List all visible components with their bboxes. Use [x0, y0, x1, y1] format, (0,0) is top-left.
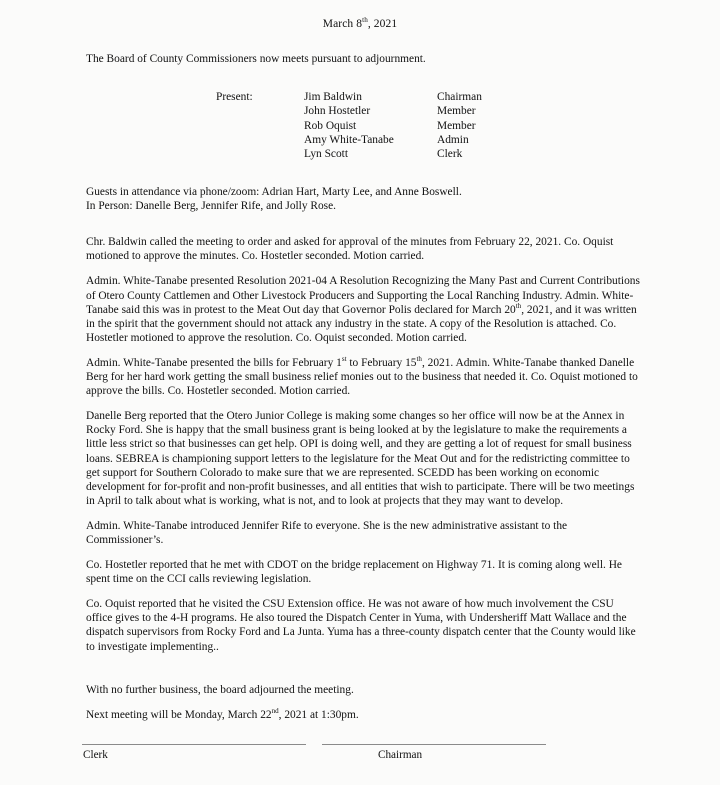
spacer: [86, 398, 642, 409]
present-row: [216, 133, 642, 147]
paragraph-jennifer-rife-intro: Admin. White-Tanabe introduced Jennifer Rife to everyone. She is the new administrative assistant to the Commissioner’s.: [86, 519, 568, 546]
resolution-text-part1: Admin. White-Tanabe presented Resolution 2021-04 A Resolution Recognizing the Many Past and Current Contributions of Otero County Cattlemen and Other Livestock Producers and Supporting the Local Ranching Industry. Admin. White-Tanabe said this was in protest to the Meat Out day that Governor Polis declared for March 20: [86, 275, 640, 316]
spacer: [86, 697, 642, 708]
spacer: [86, 586, 642, 597]
present-row: [216, 147, 642, 161]
bills-text-part3: , 2021. Admin. White-Tanabe thanked Danelle Berg for her hard work getting the small business relief monies out to the business that needed it. Co. Oquist motioned to approve the bills. Co. Hostetler seconded. Motion carried.: [86, 356, 638, 398]
guests-phone-line: Guests in attendance via phone/zoom: Adrian Hart, Marty Lee, and Anne Boswell.: [86, 186, 462, 199]
present-row: [216, 90, 642, 104]
spacer: [86, 213, 642, 235]
present-role: Chairman: [437, 91, 482, 104]
present-name: Rob Oquist: [304, 119, 357, 132]
present-label: Present:: [216, 91, 253, 104]
bills-text-part2: to February 15: [346, 356, 417, 369]
document-body: [86, 52, 642, 722]
present-role: Member: [437, 105, 476, 118]
chairman-label: Chairman: [378, 749, 423, 761]
spacer: [86, 676, 642, 683]
spacer: [86, 654, 642, 676]
present-label-spacer: [216, 119, 304, 133]
date-header: [0, 18, 720, 30]
paragraph-hostetler-report: Co. Hostetler reported that he met with CDOT on the bridge replacement on Highway 71. It is coming along well. He spent time on the CCI calls reviewing legislation.: [86, 559, 622, 586]
present-name: Lyn Scott: [304, 147, 348, 160]
clerk-label: Clerk: [83, 749, 108, 761]
present-role: Member: [437, 119, 476, 132]
date-year: , 2021: [367, 18, 398, 30]
paragraph-adjournment: With no further business, the board adjourned the meeting.: [86, 683, 354, 696]
next-meeting-text-part2: , 2021 at 1:30pm.: [278, 708, 359, 721]
present-label-spacer: [216, 104, 304, 118]
opening-line: The Board of County Commissioners now meets pursuant to adjournment.: [86, 53, 426, 65]
present-role: Admin: [437, 133, 469, 146]
guests-block: [86, 185, 642, 213]
present-row: [216, 119, 642, 133]
spacer: [86, 508, 642, 519]
paragraph-minutes-approval: Chr. Baldwin called the meeting to order and asked for approval of the minutes from February 22, 2021. Co. Oquist motioned to approve the minutes. Co. Hostetler seconded. Motion carried.: [86, 236, 614, 263]
paragraph-next-meeting: [86, 708, 642, 722]
resolution-ordinal-suffix: th: [515, 301, 522, 310]
present-name: Amy White-Tanabe: [304, 133, 394, 146]
paragraph-resolution: [86, 274, 642, 344]
paragraph-oquist-report: Co. Oquist reported that he visited the CSU Extension office. He was not aware of how much involvement the CSU office gives to the 4-H programs. He also toured the Dispatch Center in Yuma, with Undersheriff Matt Wallace and the dispatch supervisors from Rocky Ford and La Junta. Yuma has a three-county dispatch center that the County would like to investigate implementing..: [86, 598, 636, 653]
chairman-signature-line: [322, 744, 546, 745]
paragraph-danelle-berg-report: Danelle Berg reported that the Otero Junior College is making some changes so her office will now be at the Annex in Rocky Ford. She is happy that the small business grant is being looked at by the legislature to make the requirements a little less strict so that businesses can get help. OPI is doing well, and they are getting a lot of request for small business loans. SEBREA is championing support letters to the legislature for the Meat Out and for the redistricting committee to get support for Southern Colorado to make sure that we are represented. SCEDD has been working on economic development for for-profit and non-profit businesses, and all entities that wish to participate. There will be two meetings in April to talk about what is working, what is not, and to look at projects that they may want to develop.: [86, 410, 635, 507]
present-row: [216, 104, 642, 118]
signature-area: [82, 744, 642, 765]
clerk-signature-line: [82, 744, 306, 745]
spacer: [86, 263, 642, 274]
present-name: John Hostetler: [304, 105, 371, 118]
bills-ordinal-suffix-first: st: [341, 355, 347, 364]
spacer: [86, 345, 642, 356]
present-block: [216, 90, 642, 161]
guests-in-person-line: In Person: Danelle Berg, Jennifer Rife, and Jolly Rose.: [86, 200, 337, 213]
present-role: Clerk: [437, 147, 463, 160]
bills-ordinal-suffix-second: th: [416, 355, 422, 364]
spacer: [86, 547, 642, 558]
present-label-spacer: [216, 133, 304, 147]
next-meeting-ordinal-suffix: nd: [271, 706, 279, 715]
bills-text-part1: Admin. White-Tanabe presented the bills for February 1: [86, 356, 342, 369]
present-name: Jim Baldwin: [304, 91, 362, 104]
resolution-text-part2: , 2021, and it was written in the spirit that the government should not attack any industry in the state. A copy of the Resolution is attached. Co. Hostetler motioned to approve the resolution. Co. Oquist seconded. Motion carried.: [86, 303, 637, 344]
next-meeting-text-part1: Next meeting will be Monday, March 22: [86, 708, 272, 721]
signature-labels: [82, 749, 642, 765]
signature-rules: [82, 744, 642, 746]
paragraph-bills: [86, 356, 642, 398]
date-month-day: March 8: [322, 18, 363, 30]
present-label-spacer: [216, 147, 304, 161]
date-ordinal-suffix: th: [362, 16, 368, 25]
